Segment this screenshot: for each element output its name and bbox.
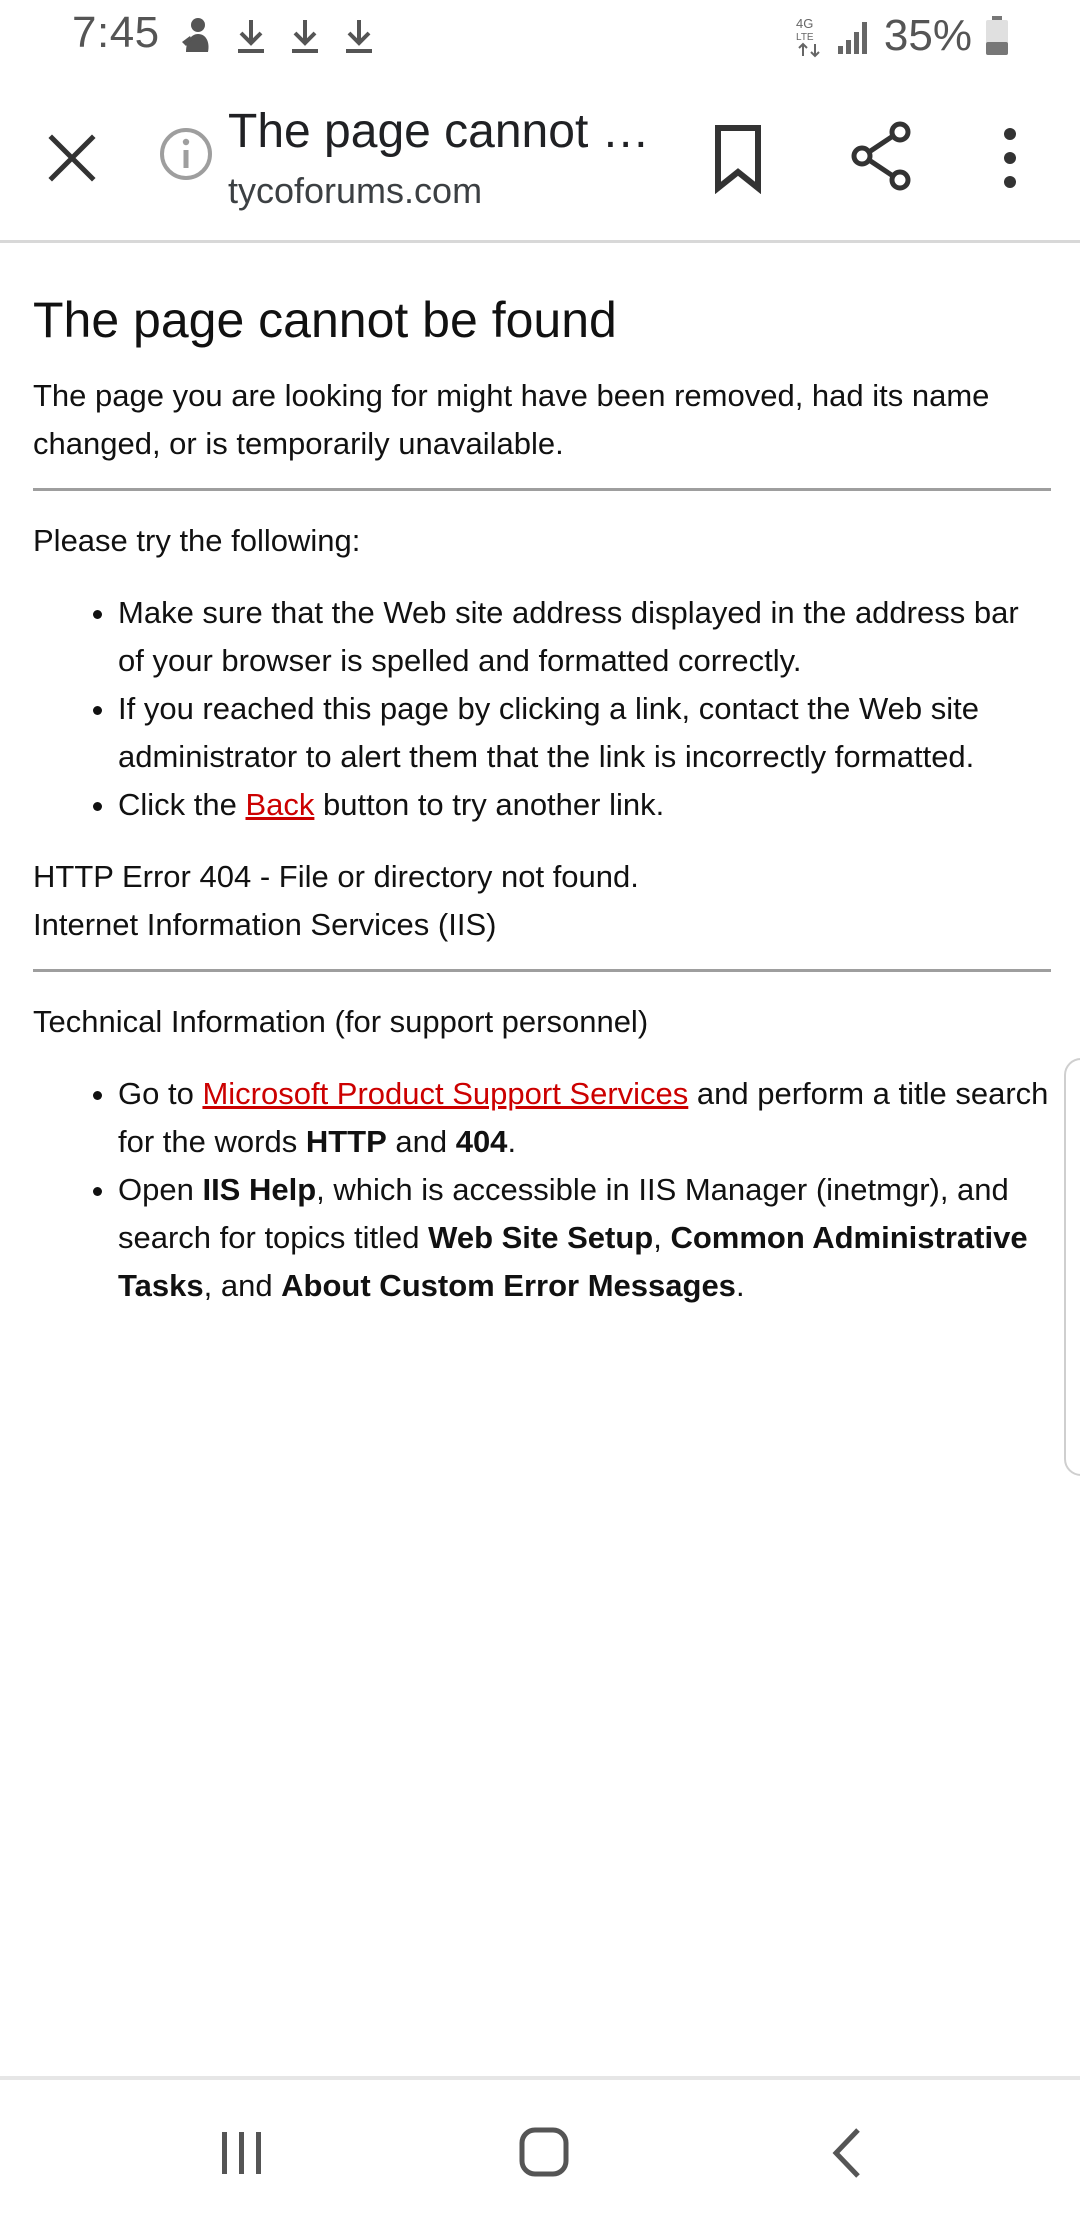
4g-lte-icon (794, 14, 824, 58)
status-time: 7:45 (72, 8, 160, 57)
svg-text:4G: 4G (795, 16, 814, 31)
signal-icon (836, 16, 872, 56)
custom-tab-toolbar (0, 72, 1080, 243)
back-link[interactable]: Back (245, 787, 315, 822)
page-title: The page cannot … (228, 105, 650, 158)
more-vert-icon[interactable] (986, 122, 1034, 194)
download-icon (234, 16, 268, 56)
edge-panel-handle[interactable] (1064, 1058, 1080, 1476)
divider (33, 969, 1051, 972)
tech-list (33, 1070, 1051, 1310)
divider (33, 488, 1051, 491)
info-icon[interactable] (158, 126, 214, 182)
status-bar (0, 0, 1080, 72)
share-icon[interactable] (848, 120, 916, 192)
download-icon (288, 16, 322, 56)
navigation-bar (0, 2076, 1080, 2224)
back-icon[interactable] (828, 2126, 864, 2180)
battery-percentage: 35% (883, 11, 972, 60)
intro-text: The page you are looking for might have been removed, had its name changed, or is temporarily unavailable. (33, 378, 990, 461)
close-icon[interactable] (40, 126, 104, 190)
server-line: Internet Information Services (IIS) (33, 907, 497, 942)
list-item: • Make sure that the Web site address displayed in the address bar of your browser is spelled and formatted correctly. (118, 589, 1051, 685)
status-icons-right (794, 8, 1010, 64)
list-item: • Open IIS Help, which is accessible in IIS Manager (inetmgr), and search for topics titled Web Site Setup, Common Administrative Tasks, and About Custom Error Messages. (118, 1166, 1051, 1310)
list-item: • Go to Microsoft Product Support Services and perform a title search for the words HTTP and 404. (118, 1070, 1051, 1166)
status-icons-left (180, 14, 376, 58)
try-list (33, 589, 1051, 829)
tech-heading: Technical Information (for support personnel) (33, 1004, 649, 1039)
try-heading: Please try the following: (33, 523, 361, 558)
bookmark-icon[interactable] (706, 122, 770, 194)
page-content (33, 290, 1051, 1334)
list-item: • If you reached this page by clicking a link, contact the Web site administrator to alert them that the link is incorrectly formatted. (118, 685, 1051, 781)
svg-text:LTE: LTE (795, 32, 814, 43)
home-icon[interactable] (518, 2126, 570, 2178)
download-icon (342, 16, 376, 56)
recent-apps-icon[interactable] (218, 2128, 266, 2178)
support-services-link[interactable]: Microsoft Product Support Services (202, 1076, 689, 1111)
list-item: • Click the Back button to try another link. (118, 781, 1051, 829)
error-line: HTTP Error 404 - File or directory not found. (33, 859, 639, 894)
notification-icon (180, 16, 214, 56)
page-domain: tycoforums.com (228, 170, 483, 211)
battery-icon (984, 15, 1010, 57)
page-heading: The page cannot be found (33, 292, 617, 348)
